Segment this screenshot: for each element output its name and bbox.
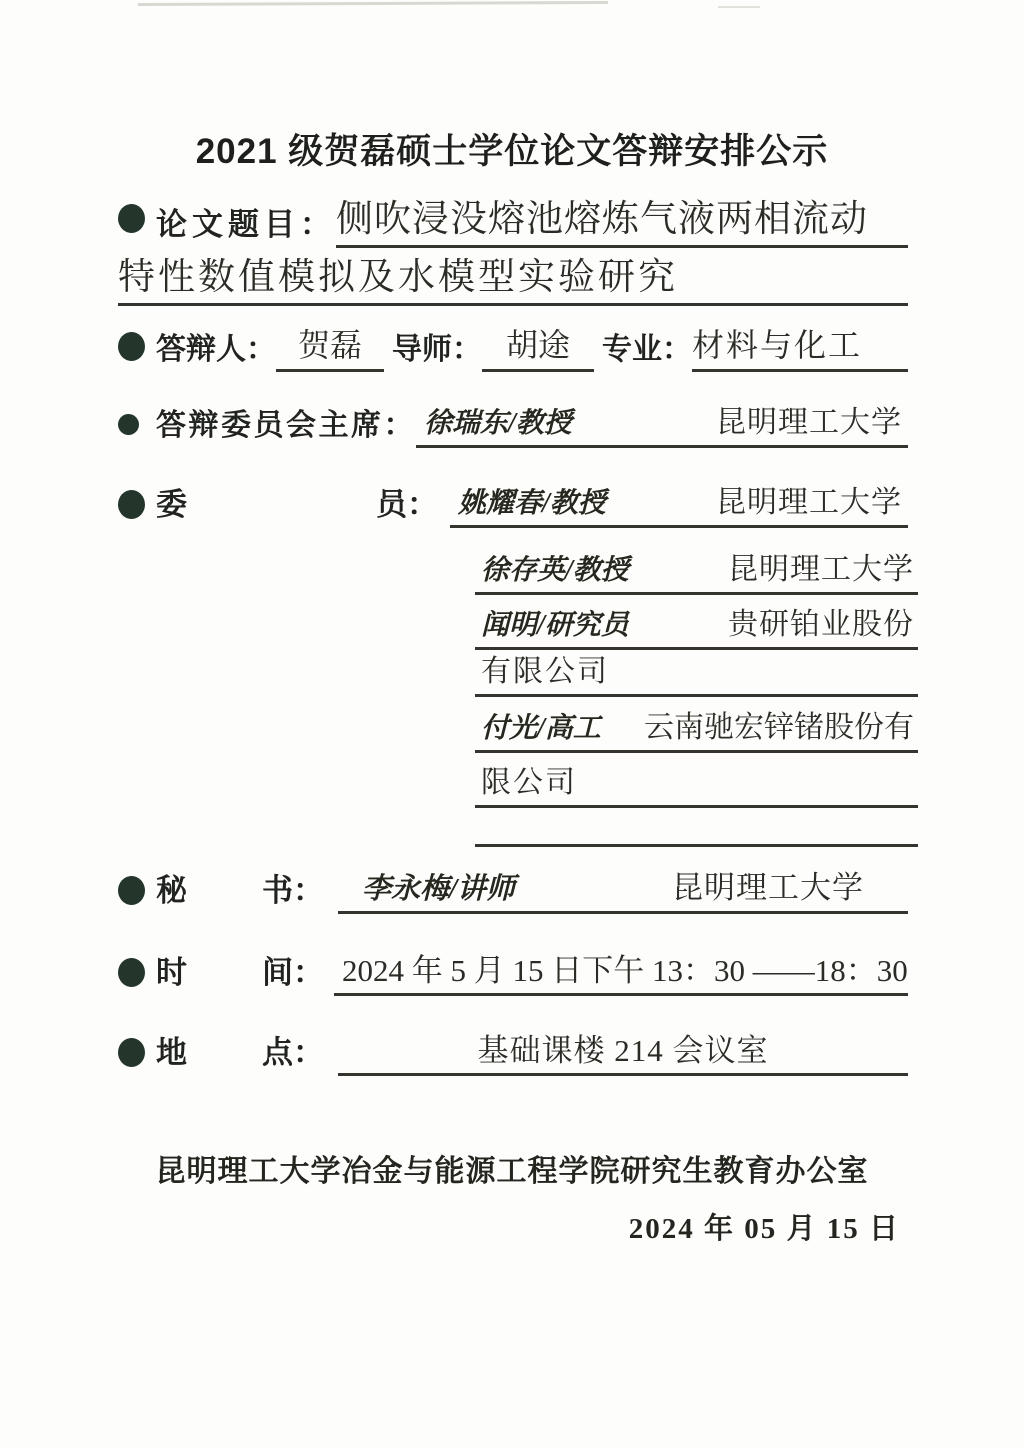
thesis-title-row bbox=[118, 188, 908, 248]
thesis-title-label: 论文题目： bbox=[156, 207, 336, 242]
committee-member-row bbox=[475, 597, 918, 650]
committee-label-right: 员： bbox=[376, 487, 438, 522]
committee-member-row bbox=[475, 542, 918, 595]
time-label-left: 时 bbox=[156, 955, 187, 990]
committee-member-name: 付光/高工 bbox=[481, 713, 601, 744]
bullet-icon bbox=[118, 958, 145, 987]
committee-member-affiliation-cont: 限公司 bbox=[481, 766, 577, 799]
bullet-icon bbox=[118, 876, 145, 905]
advisor-name: 胡途 bbox=[482, 320, 594, 372]
footer-office-name: 昆明理工大学冶金与能源工程学院研究生教育办公室 bbox=[155, 1155, 869, 1188]
committee-label-left: 委 bbox=[156, 487, 187, 522]
bullet-icon bbox=[118, 1038, 145, 1067]
time-label-right: 间： bbox=[262, 955, 324, 990]
page-title: 2021 级贺磊硕士学位论文答辩安排公示 bbox=[195, 132, 829, 171]
chair-affiliation: 昆明理工大学 bbox=[716, 406, 902, 439]
secretary-label-left: 秘 bbox=[156, 873, 187, 908]
defender-name: 贺磊 bbox=[276, 320, 384, 372]
secretary-label-right: 书： bbox=[262, 873, 324, 908]
signature-line-empty bbox=[475, 800, 918, 847]
defender-label: 答辩人： bbox=[156, 333, 276, 366]
advisor-label: 导师： bbox=[392, 333, 482, 366]
location-label-left: 地 bbox=[156, 1035, 187, 1070]
time-row bbox=[118, 942, 908, 996]
bullet-icon bbox=[118, 414, 139, 435]
secretary-name: 李永梅/讲师 bbox=[362, 873, 516, 905]
major-label: 专业： bbox=[602, 333, 692, 366]
secretary-affiliation: 昆明理工大学 bbox=[672, 870, 864, 905]
committee-member-affiliation: 贵研铂业股份 bbox=[728, 608, 914, 641]
defender-row bbox=[118, 318, 908, 372]
major-value: 材料与化工 bbox=[692, 320, 908, 372]
bullet-icon bbox=[118, 490, 145, 519]
committee-member-name: 闻明/研究员 bbox=[481, 610, 629, 641]
bullet-icon bbox=[118, 332, 145, 361]
scan-artifact-mark bbox=[718, 6, 760, 8]
committee-member-affiliation: 云南驰宏锌锗股份有 bbox=[644, 711, 914, 744]
committee-member-affiliation: 昆明理工大学 bbox=[728, 553, 914, 586]
committee-member-affiliation-cont: 有限公司 bbox=[481, 655, 609, 688]
thesis-title-value-line2: 特性数值模拟及水模型实验研究 bbox=[118, 246, 908, 306]
committee-member-name: 姚耀春/教授 bbox=[458, 488, 606, 519]
chair-name: 徐瑞东/教授 bbox=[424, 408, 572, 439]
location-row bbox=[118, 1024, 908, 1076]
location-value: 基础课楼 214 会议室 bbox=[338, 1025, 908, 1076]
time-value: 2024 年 5 月 15 日下午 13：30 ——18：30 bbox=[334, 945, 908, 996]
committee-member-name: 徐存英/教授 bbox=[481, 555, 629, 586]
committee-member-row bbox=[475, 700, 918, 753]
thesis-title-value-line1: 侧吹浸没熔池熔炼气液两相流动 bbox=[336, 188, 908, 248]
committee-row bbox=[118, 476, 908, 528]
location-label-right: 点： bbox=[262, 1035, 324, 1070]
bullet-icon bbox=[118, 204, 145, 233]
committee-member-affiliation: 昆明理工大学 bbox=[716, 486, 902, 519]
footer-date: 2024 年 05 月 15 日 bbox=[628, 1213, 900, 1245]
chair-label: 答辩委员会主席： bbox=[156, 409, 416, 442]
secretary-row bbox=[118, 862, 908, 914]
scan-artifact-line bbox=[138, 1, 608, 6]
thesis-title-row-cont bbox=[118, 248, 908, 306]
chair-row bbox=[118, 396, 908, 448]
committee-member-row-cont bbox=[475, 644, 918, 697]
